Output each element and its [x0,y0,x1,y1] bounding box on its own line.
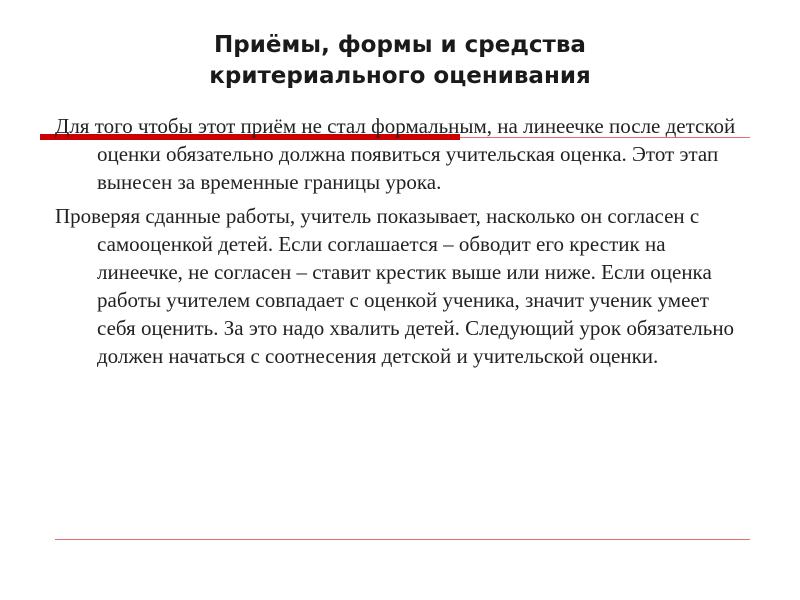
body-paragraph-1: Для того чтобы этот приём не стал формальным, на линеечке после детской оценки обязательно должна появиться учительская оценка. Этот этап вынесен за временные границы урока. [55,114,736,194]
bottom-divider-line [55,539,750,540]
slide-title-line-2: критериального оценивания [209,63,591,89]
slide-title-line-1: Приёмы, формы и средства [214,32,586,58]
body-paragraph-2: Проверяя сданные работы, учитель показывает, насколько он согласен с самооценкой детей. Если соглашается – обводит его крестик на линеечке, не согласен – ставит крестик выше или ниже. Если оценка работы учителем совпадает с оценкой ученика, значит ученик умеет себя оценить. За это надо хвалить детей. Следующий урок обязательно должен начаться с соотнесения детской и учительской оценки. [55,204,735,368]
slide-body [55,112,745,376]
slide-title [80,30,720,92]
